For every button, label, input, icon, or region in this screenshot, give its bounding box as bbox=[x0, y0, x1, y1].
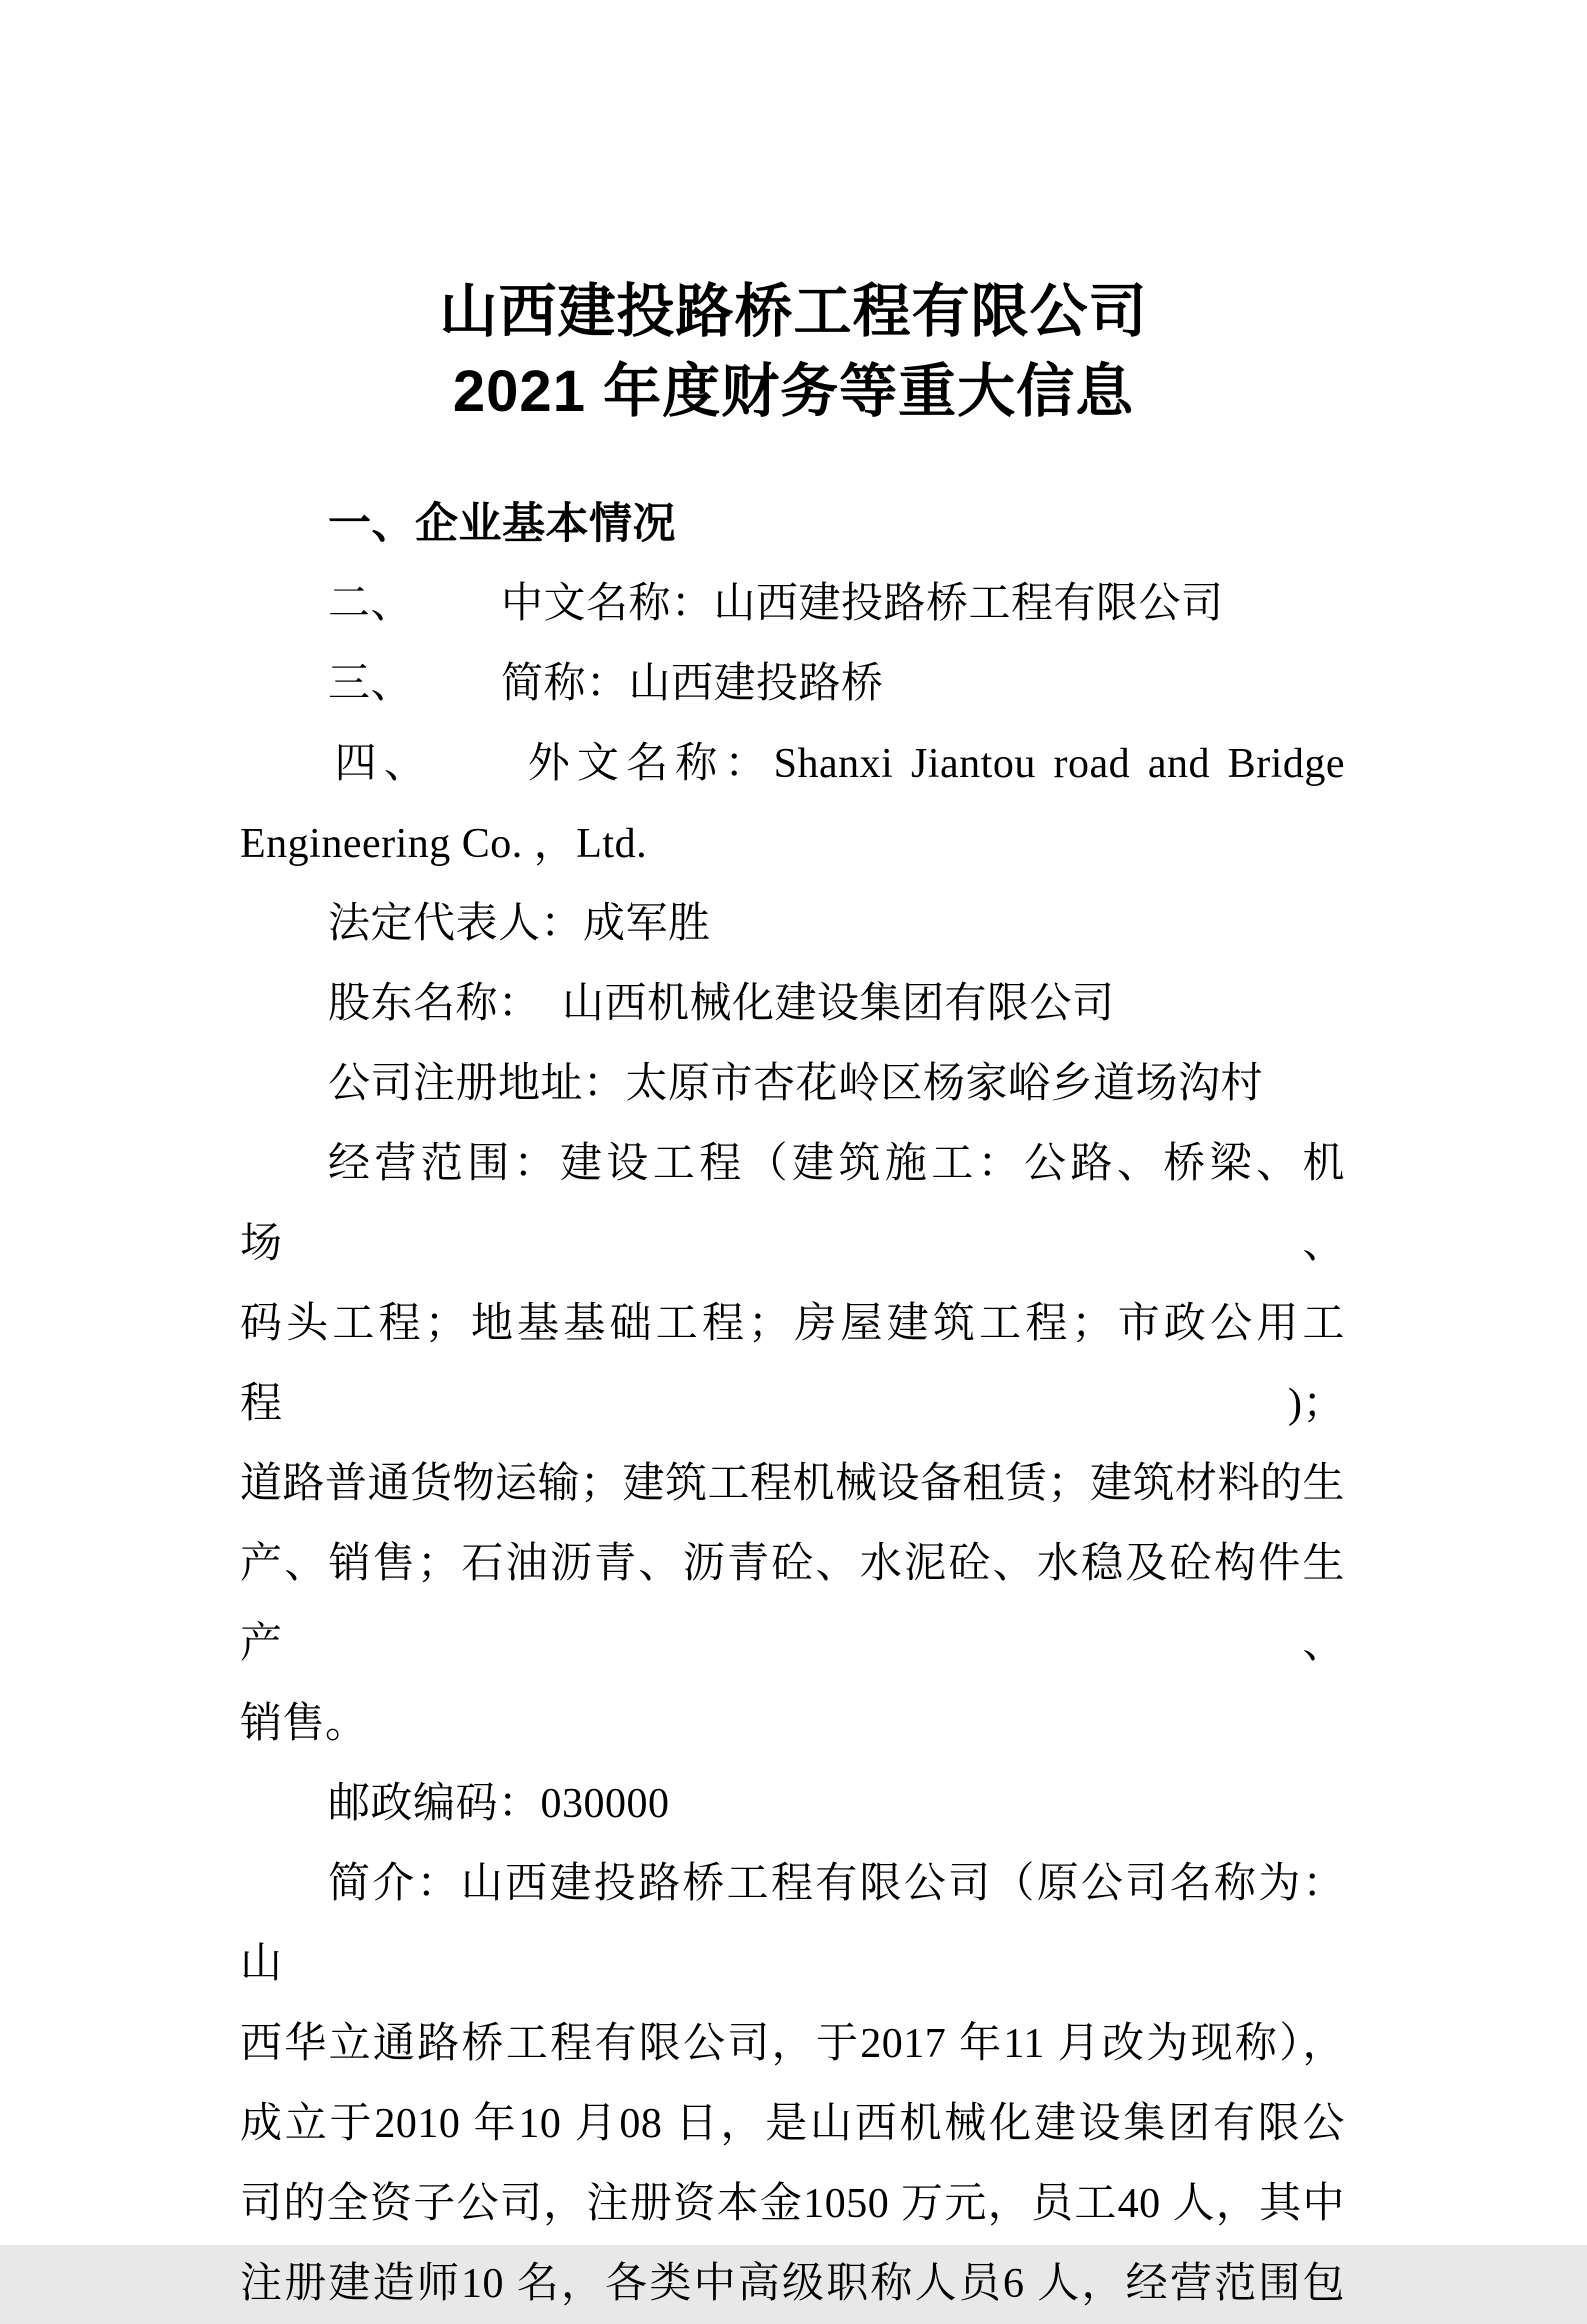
body-line-intro-5: 注册建造师10 名，各类中高级职称人员6 人，经营范围包 bbox=[240, 2261, 1345, 2307]
first-line-indent bbox=[240, 696, 328, 697]
body-line-business-scope-2: 码头工程；地基基础工程；房屋建筑工程；市政公用工程)； bbox=[240, 1301, 1345, 1427]
document-title bbox=[0, 272, 1587, 432]
body-line-postal-code: 邮政编码：030000 bbox=[328, 1781, 670, 1827]
list-item-2 bbox=[240, 564, 1345, 644]
body-line-business-scope-3: 道路普通货物运输；建筑工程机械设备租赁；建筑材料的生 bbox=[240, 1461, 1346, 1507]
list-prefix: 二、 bbox=[328, 581, 414, 627]
list-item-4 bbox=[240, 724, 1345, 804]
list-prefix: 三、 bbox=[328, 661, 414, 707]
body-line-intro-3: 成立于2010 年10 月08 日，是山西机械化建设集团有限公 bbox=[240, 2101, 1345, 2147]
body-line-intro-2: 西华立通路桥工程有限公司，于2017 年11 月改为现称）， bbox=[240, 2021, 1345, 2067]
title-line-1: 山西建投路桥工程有限公司 bbox=[439, 279, 1148, 344]
body-line-business-scope-4: 产、销售；石油沥青、沥青砼、水泥砼、水稳及砼构件生产、 bbox=[240, 1541, 1345, 1667]
list-item-3 bbox=[240, 644, 1345, 724]
line-text: 中文名称：山西建投路桥工程有限公司 bbox=[501, 581, 1224, 627]
section-heading: 一、企业基本情况 bbox=[328, 500, 676, 548]
tab-gap bbox=[413, 696, 501, 697]
list-prefix: 四、 bbox=[328, 741, 434, 787]
body-line-english-continuation: Engineering Co. ，Ltd. bbox=[240, 821, 648, 867]
line-text: 外文名称：Shanxi Jiantou road and Bridge bbox=[521, 741, 1345, 787]
first-line-indent bbox=[240, 776, 328, 777]
body-line-registered-address: 公司注册地址：太原市杏花岭区杨家峪乡道场沟村 bbox=[328, 1061, 1264, 1107]
document-body bbox=[240, 484, 1345, 2324]
body-line-business-scope-5: 销售。 bbox=[240, 1701, 368, 1747]
tab-gap bbox=[413, 616, 501, 617]
title-line-2: 2021 年度财务等重大信息 bbox=[452, 359, 1135, 424]
body-line-business-scope-1: 经营范围：建设工程（建筑施工：公路、桥梁、机场、 bbox=[240, 1141, 1345, 1267]
body-line-intro-4: 司的全资子公司，注册资本金1050 万元，员工40 人，其中 bbox=[240, 2181, 1345, 2227]
body-line-shareholder: 股东名称： 山西机械化建设集团有限公司 bbox=[328, 981, 1115, 1027]
body-line-intro-1: 简介：山西建投路桥工程有限公司（原公司名称为：山 bbox=[240, 1861, 1345, 1987]
first-line-indent bbox=[240, 616, 328, 617]
line-text: 简称：山西建投路桥 bbox=[501, 661, 884, 707]
body-line-legal-representative: 法定代表人：成军胜 bbox=[328, 901, 711, 947]
tab-gap bbox=[433, 776, 521, 777]
